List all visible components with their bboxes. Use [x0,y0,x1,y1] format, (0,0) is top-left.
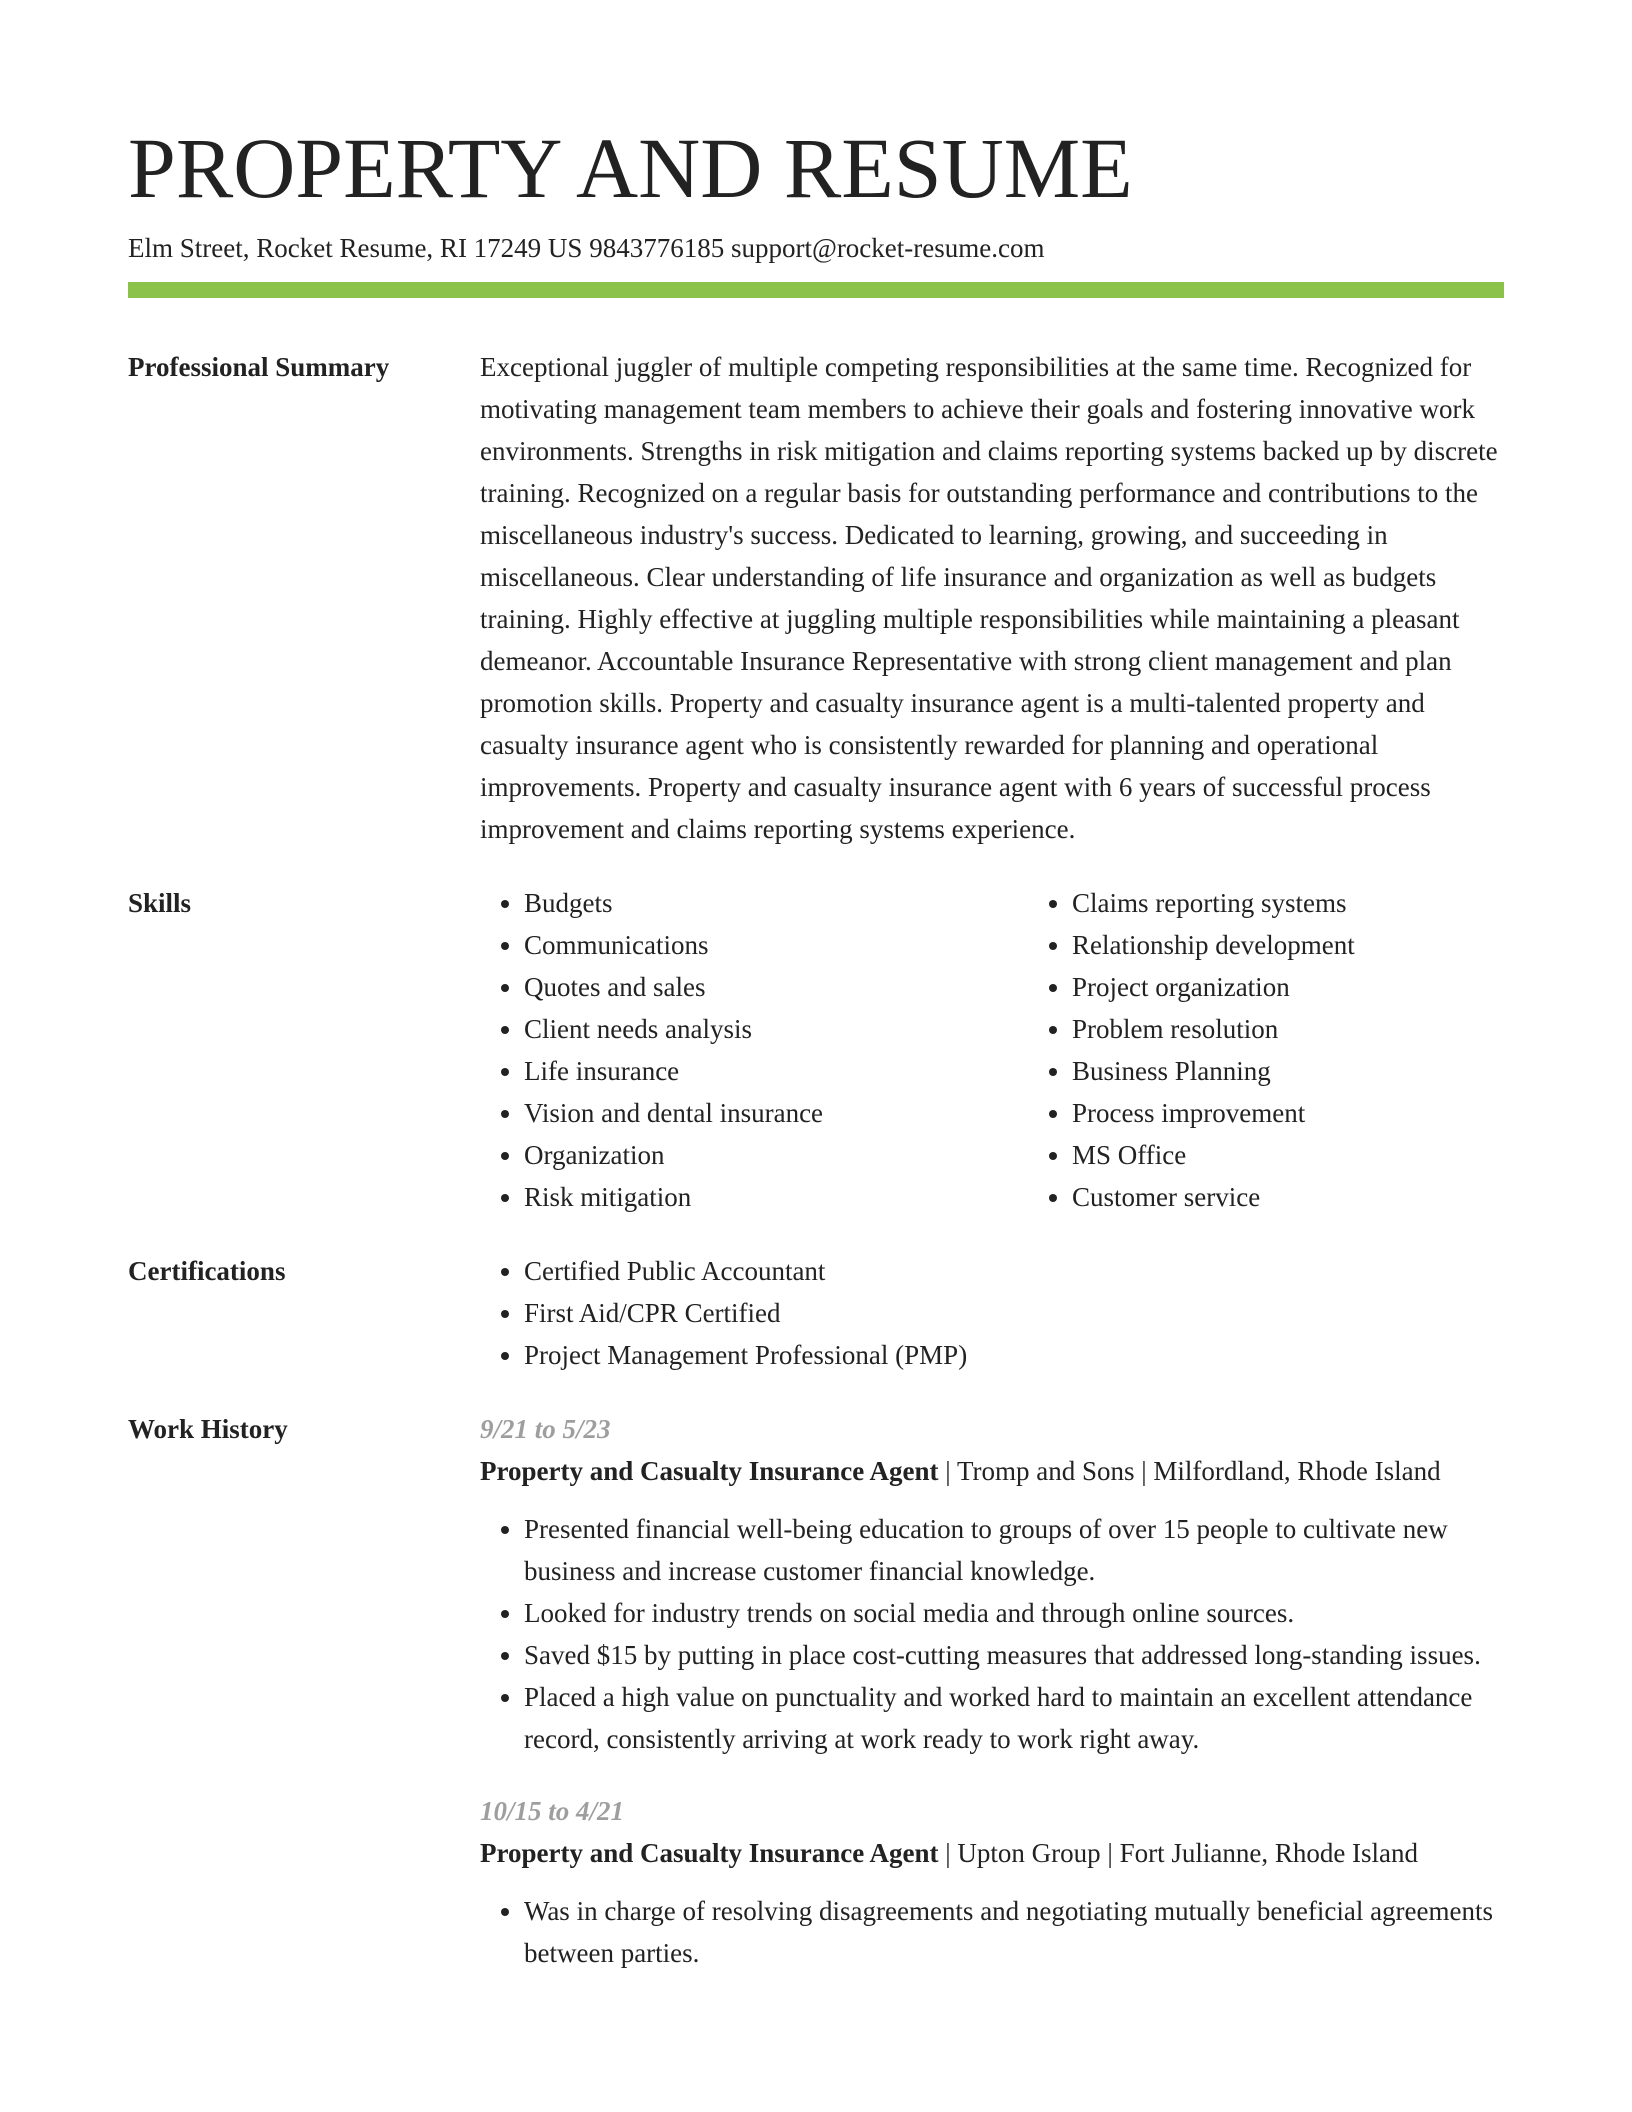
certifications-section [128,1250,1504,1376]
skill-item: • Project organization [1072,966,1576,1008]
skill-item: • Budgets [524,882,1028,924]
skills-heading: Skills [128,888,192,918]
skill-item: • Vision and dental insurance [524,1092,1028,1134]
skill-item: • Life insurance [524,1050,1028,1092]
job-bullet: • Saved $15 by putting in place cost-cutting measures that addressed long-standing issues. [524,1634,1504,1676]
contact-email: support@rocket-resume.com [730,233,1045,263]
skill-item: • Quotes and sales [524,966,1028,1008]
job-bullets [480,1508,1504,1760]
skill-item: • Communications [524,924,1028,966]
resume-page [128,118,1504,1974]
contact-line [128,230,1504,266]
skill-item: • Risk mitigation [524,1176,1028,1218]
summary-heading: Professional Summary [128,352,390,382]
work-history-heading: Work History [128,1414,288,1444]
skills-list-right [1028,882,1576,1218]
contact-phone: 9843776185 [589,233,725,263]
skill-item: • Relationship development [1072,924,1576,966]
summary-text: Exceptional juggler of multiple competing responsibilities at the same time. Recognized for motivating management team members to achieve their goals and fostering innovative work environments. Strengths in risk mitigation and claims reporting systems backed up by discrete training. Recognized on a regular basis for outstanding performance and contributions to the miscellaneous industry's success. Dedicated to learning, growing, and succeeding in miscellaneous. Clear understanding of life insurance and organization as well as budgets training. Highly effective at juggling multiple responsibilities while maintaining a pleasant demeanor. Accountable Insurance Representative with strong client management and plan promotion skills. Property and casualty insurance agent is a multi-talented property and casualty insurance agent who is consistently rewarded for planning and operational improvements. Property and casualty insurance agent with 6 years of successful process improvement and claims reporting systems experience. [480,352,1498,844]
skill-item: • Customer service [1072,1176,1576,1218]
skills-list-left [480,882,1028,1218]
skills-section [128,882,1504,1218]
certifications-list [480,1250,1504,1376]
skill-item: • Business Planning [1072,1050,1576,1092]
header-divider [128,282,1504,298]
work-history-section [128,1408,1504,1974]
job-entry [480,1790,1504,1974]
job-bullet: • Placed a high value on punctuality and worked hard to maintain an excellent attendance record, consistently arriving at work ready to work right away. [524,1676,1504,1760]
contact-address: Elm Street, Rocket Resume, RI 17249 US [128,233,583,263]
skill-item: • Organization [524,1134,1028,1176]
job-bullets [480,1890,1504,1974]
skill-item: • Process improvement [1072,1092,1576,1134]
certification-item: • Project Management Professional (PMP) [524,1334,1504,1376]
job-details: | Tromp and Sons | Milfordland, Rhode Island [938,1456,1441,1486]
resume-name: PROPERTY AND RESUME [128,120,1133,216]
job-details: | Upton Group | Fort Julianne, Rhode Island [938,1838,1419,1868]
certifications-heading: Certifications [128,1256,286,1286]
skill-item: • Claims reporting systems [1072,882,1576,924]
job-heading [480,1450,1504,1492]
skill-item: • Client needs analysis [524,1008,1028,1050]
job-dates: 10/15 to 4/21 [480,1796,625,1826]
job-bullet: • Was in charge of resolving disagreements and negotiating mutually beneficial agreements between parties. [524,1890,1504,1974]
job-heading [480,1832,1504,1874]
job-bullet: • Looked for industry trends on social media and through online sources. [524,1592,1504,1634]
summary-section [128,346,1504,850]
skill-item: • MS Office [1072,1134,1576,1176]
job-title: Property and Casualty Insurance Agent [480,1838,939,1868]
job-dates: 9/21 to 5/23 [480,1414,611,1444]
job-title: Property and Casualty Insurance Agent [480,1456,939,1486]
job-entry [480,1408,1504,1760]
certification-item: • Certified Public Accountant [524,1250,1504,1292]
certification-item: • First Aid/CPR Certified [524,1292,1504,1334]
job-bullet: • Presented financial well-being education to groups of over 15 people to cultivate new business and increase customer financial knowledge. [524,1508,1504,1592]
skill-item: • Problem resolution [1072,1008,1576,1050]
